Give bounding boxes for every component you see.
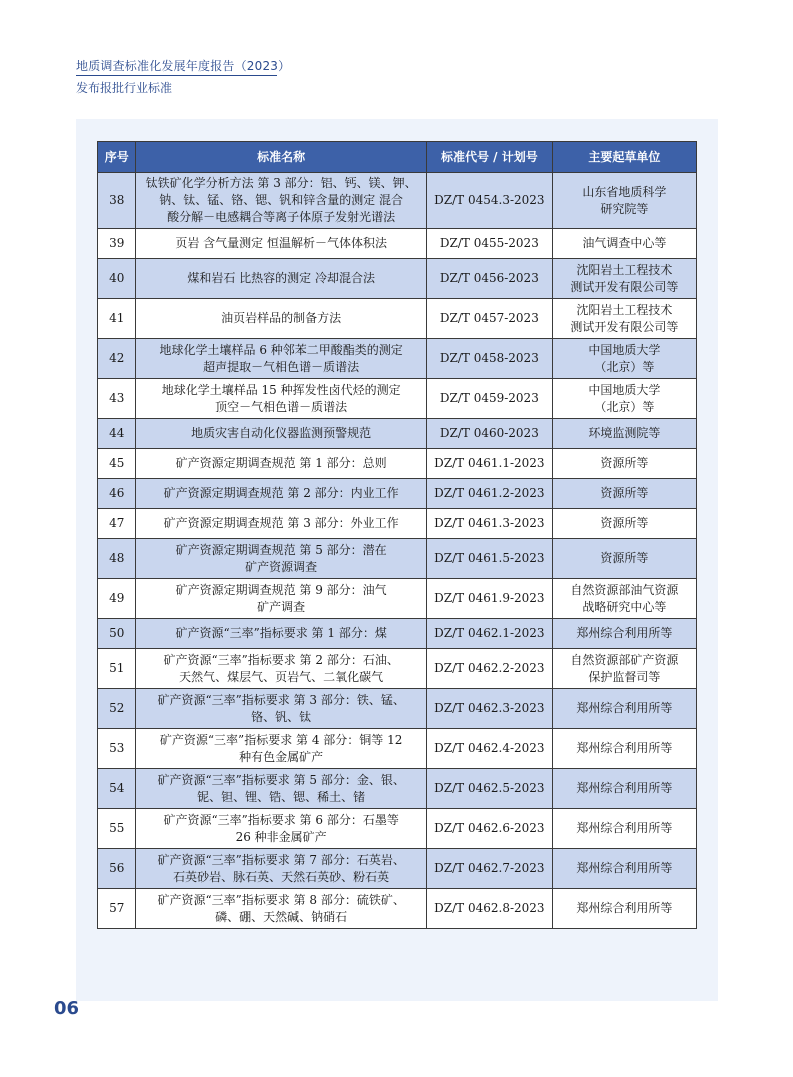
cell-standard-code: DZ/T 0462.4-2023 [426, 729, 552, 769]
cell-standard-code: DZ/T 0455-2023 [426, 229, 552, 259]
cell-standard-name: 矿产资源定期调查规范 第 9 部分：油气 矿产调查 [136, 579, 426, 619]
cell-standard-name: 地质灾害自动化仪器监测预警规范 [136, 419, 426, 449]
cell-no: 57 [98, 889, 136, 929]
cell-standard-name: 地球化学土壤样品 6 种邻苯二甲酸酯类的测定 超声提取－气相色谱－质谱法 [136, 339, 426, 379]
cell-standard-code: DZ/T 0462.3-2023 [426, 689, 552, 729]
cell-standard-code: DZ/T 0462.1-2023 [426, 619, 552, 649]
table-row [98, 339, 697, 379]
table-row [98, 809, 697, 849]
cell-no: 44 [98, 419, 136, 449]
cell-standard-code: DZ/T 0457-2023 [426, 299, 552, 339]
cell-no: 53 [98, 729, 136, 769]
cell-drafting-unit: 油气调查中心等 [552, 229, 696, 259]
cell-standard-name: 矿产资源“三率”指标要求 第 4 部分：铜等 12 种有色金属矿产 [136, 729, 426, 769]
table-row [98, 379, 697, 419]
cell-standard-code: DZ/T 0461.9-2023 [426, 579, 552, 619]
cell-drafting-unit: 自然资源部油气资源 战略研究中心等 [552, 579, 696, 619]
page-number: 06 [54, 998, 80, 1019]
column-header-name: 标准名称 [136, 142, 426, 173]
cell-no: 42 [98, 339, 136, 379]
cell-drafting-unit: 沈阳岩土工程技术 测试开发有限公司等 [552, 259, 696, 299]
column-header-no: 序号 [98, 142, 136, 173]
cell-standard-name: 矿产资源“三率”指标要求 第 2 部分：石油、 天然气、煤层气、页岩气、二氧化碳气 [136, 649, 426, 689]
cell-no: 47 [98, 509, 136, 539]
cell-standard-code: DZ/T 0461.3-2023 [426, 509, 552, 539]
cell-no: 49 [98, 579, 136, 619]
cell-drafting-unit: 资源所等 [552, 509, 696, 539]
table-header-row [98, 142, 697, 173]
cell-standard-code: DZ/T 0456-2023 [426, 259, 552, 299]
table-row [98, 689, 697, 729]
section-title: 发布报批行业标准 [76, 81, 173, 95]
cell-no: 39 [98, 229, 136, 259]
table-row [98, 173, 697, 229]
cell-drafting-unit: 资源所等 [552, 449, 696, 479]
column-header-code: 标准代号 / 计划号 [426, 142, 552, 173]
report-title: 地质调查标准化发展年度报告（2023） [76, 59, 291, 73]
cell-standard-name: 煤和岩石 比热容的测定 冷却混合法 [136, 259, 426, 299]
cell-standard-code: DZ/T 0454.3-2023 [426, 173, 552, 229]
cell-standard-name: 矿产资源定期调查规范 第 1 部分：总则 [136, 449, 426, 479]
table-row [98, 769, 697, 809]
cell-drafting-unit: 郑州综合利用所等 [552, 619, 696, 649]
table-row [98, 449, 697, 479]
cell-standard-code: DZ/T 0461.5-2023 [426, 539, 552, 579]
cell-standard-code: DZ/T 0462.8-2023 [426, 889, 552, 929]
cell-no: 51 [98, 649, 136, 689]
cell-drafting-unit: 山东省地质科学 研究院等 [552, 173, 696, 229]
cell-standard-name: 矿产资源“三率”指标要求 第 8 部分：硫铁矿、 磷、硼、天然碱、钠硝石 [136, 889, 426, 929]
cell-standard-name: 矿产资源“三率”指标要求 第 7 部分：石英岩、 石英砂岩、脉石英、天然石英砂、粉石英 [136, 849, 426, 889]
cell-drafting-unit: 资源所等 [552, 479, 696, 509]
cell-standard-code: DZ/T 0458-2023 [426, 339, 552, 379]
cell-no: 38 [98, 173, 136, 229]
table-row [98, 299, 697, 339]
cell-drafting-unit: 郑州综合利用所等 [552, 729, 696, 769]
cell-drafting-unit: 中国地质大学 （北京）等 [552, 339, 696, 379]
table-row [98, 509, 697, 539]
cell-standard-code: DZ/T 0461.1-2023 [426, 449, 552, 479]
cell-drafting-unit: 环境监测院等 [552, 419, 696, 449]
cell-standard-name: 矿产资源定期调查规范 第 2 部分：内业工作 [136, 479, 426, 509]
cell-no: 43 [98, 379, 136, 419]
cell-no: 56 [98, 849, 136, 889]
table-row [98, 229, 697, 259]
table-row [98, 539, 697, 579]
cell-drafting-unit: 郑州综合利用所等 [552, 809, 696, 849]
cell-standard-name: 矿产资源“三率”指标要求 第 5 部分：金、银、 铌、钽、锂、锆、锶、稀土、锗 [136, 769, 426, 809]
cell-standard-name: 矿产资源“三率”指标要求 第 3 部分：铁、锰、 铬、钒、钛 [136, 689, 426, 729]
cell-drafting-unit: 郑州综合利用所等 [552, 889, 696, 929]
cell-standard-name: 页岩 含气量测定 恒温解析－气体体积法 [136, 229, 426, 259]
cell-no: 54 [98, 769, 136, 809]
cell-standard-name: 油页岩样品的制备方法 [136, 299, 426, 339]
table-row [98, 579, 697, 619]
cell-standard-name: 矿产资源定期调查规范 第 5 部分：潜在 矿产资源调查 [136, 539, 426, 579]
cell-no: 40 [98, 259, 136, 299]
cell-standard-code: DZ/T 0459-2023 [426, 379, 552, 419]
header-divider [76, 75, 277, 76]
standards-table [97, 141, 697, 929]
cell-standard-name: 地球化学土壤样品 15 种挥发性卤代烃的测定 顶空－气相色谱－质谱法 [136, 379, 426, 419]
cell-drafting-unit: 郑州综合利用所等 [552, 849, 696, 889]
cell-no: 50 [98, 619, 136, 649]
column-header-org: 主要起草单位 [552, 142, 696, 173]
cell-standard-code: DZ/T 0461.2-2023 [426, 479, 552, 509]
cell-standard-code: DZ/T 0462.5-2023 [426, 769, 552, 809]
table-row [98, 729, 697, 769]
cell-drafting-unit: 郑州综合利用所等 [552, 769, 696, 809]
table-row [98, 619, 697, 649]
cell-standard-code: DZ/T 0460-2023 [426, 419, 552, 449]
cell-drafting-unit: 中国地质大学 （北京）等 [552, 379, 696, 419]
table-row [98, 889, 697, 929]
cell-no: 48 [98, 539, 136, 579]
cell-standard-name: 矿产资源定期调查规范 第 3 部分：外业工作 [136, 509, 426, 539]
cell-drafting-unit: 自然资源部矿产资源 保护监督司等 [552, 649, 696, 689]
cell-standard-name: 矿产资源“三率”指标要求 第 6 部分：石墨等 26 种非金属矿产 [136, 809, 426, 849]
table-row [98, 649, 697, 689]
cell-drafting-unit: 郑州综合利用所等 [552, 689, 696, 729]
table-row [98, 259, 697, 299]
cell-standard-code: DZ/T 0462.6-2023 [426, 809, 552, 849]
cell-standard-code: DZ/T 0462.7-2023 [426, 849, 552, 889]
cell-no: 46 [98, 479, 136, 509]
cell-standard-name: 矿产资源“三率”指标要求 第 1 部分：煤 [136, 619, 426, 649]
cell-no: 45 [98, 449, 136, 479]
cell-drafting-unit: 沈阳岩土工程技术 测试开发有限公司等 [552, 299, 696, 339]
cell-no: 55 [98, 809, 136, 849]
cell-no: 52 [98, 689, 136, 729]
cell-no: 41 [98, 299, 136, 339]
cell-standard-name: 钛铁矿化学分析方法 第 3 部分：铝、钙、镁、钾、 钠、钛、锰、铬、锶、钒和锌含量的测定 混合 酸分解－电感耦合等离子体原子发射光谱法 [136, 173, 426, 229]
table-row [98, 479, 697, 509]
table-row [98, 419, 697, 449]
cell-drafting-unit: 资源所等 [552, 539, 696, 579]
table-row [98, 849, 697, 889]
cell-standard-code: DZ/T 0462.2-2023 [426, 649, 552, 689]
